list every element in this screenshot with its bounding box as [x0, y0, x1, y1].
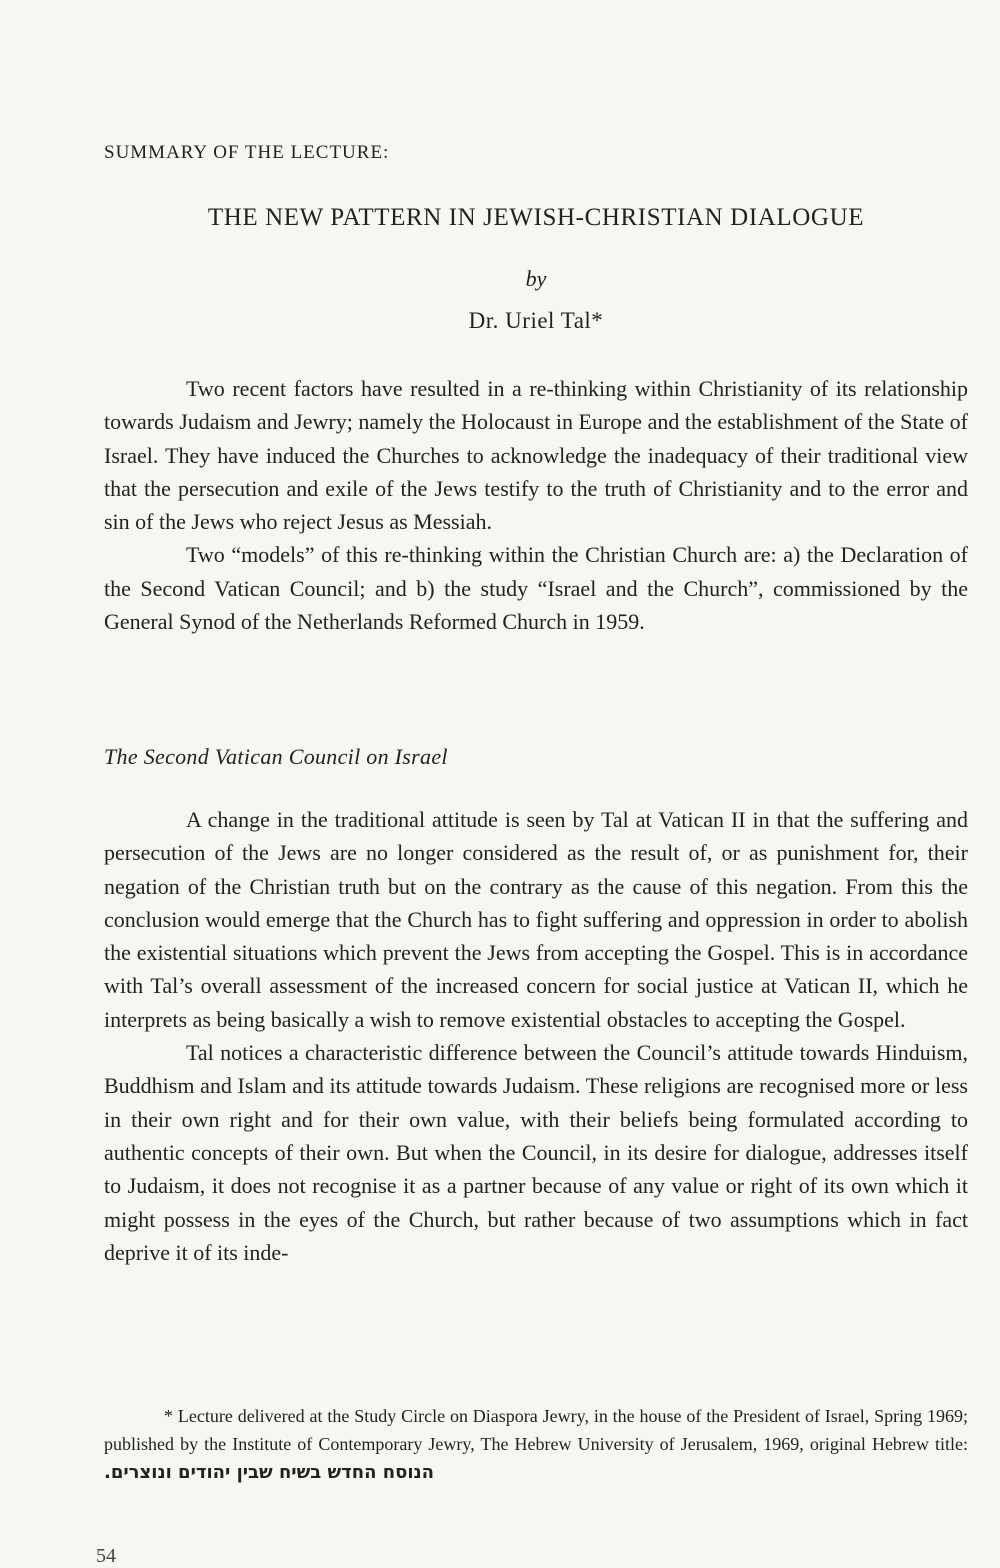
section-heading: The Second Vatican Council on Israel — [104, 744, 448, 769]
footnote-marker: * — [164, 1406, 173, 1426]
lecture-title: THE NEW PATTERN IN JEWISH-CHRISTIAN DIALOGUE — [207, 204, 865, 231]
section-paragraph-2: Tal notices a characteristic difference between the Council’s attitude towards Hinduism, Buddhism and Islam and its attitude towards Judaism. These religions are recognised more or less in their own right and for their own value, with their beliefs being formulated according to authentic concepts of their own. But when the Council, in its desire for dialogue, addresses itself to Judaism, it does not recognise it as a partner because of any value or right of its own which it might possess in the eyes of the Church, but rather because of two assumptions which in fact deprive it of its inde- — [104, 1040, 968, 1265]
summary-label: SUMMARY OF THE LECTURE: — [104, 142, 390, 163]
footnote — [104, 1402, 968, 1487]
intro-section — [104, 372, 968, 638]
page-number: 54 — [96, 1545, 116, 1567]
intro-paragraph-2: Two “models” of this re-thinking within the Christian Church are: a) the Declaration of the Second Vatican Council; and b) the study “Israel and the Church”, commissioned by the General Synod of the Netherlands Reformed Church in 1959. — [104, 542, 968, 635]
footnote-text: Lecture delivered at the Study Circle on Diaspora Jewry, in the house of the President of Israel, Spring 1969; published by the Institute of Contemporary Jewry, The Hebrew University of Jerusalem, 1969, original Hebrew title: — [104, 1406, 969, 1454]
footnote-hebrew-title: הנוסח החדש בשיח שבין יהודים ונוצרים. — [104, 1462, 435, 1483]
byline-by: by — [525, 266, 547, 291]
intro-paragraph-1: Two recent factors have resulted in a re-thinking within Christianity of its relationship towards Judaism and Jewry; namely the Holocaust in Europe and the establishment of the State of Israel. They have induced the Churches to acknowledge the inadequacy of their traditional view that the persecution and exile of the Jews testify to the truth of Christianity and to the error and sin of the Jews who reject Jesus as Messiah. — [104, 376, 968, 535]
author-name: Dr. Uriel Tal* — [468, 308, 604, 333]
section-paragraph-1: A change in the traditional attitude is seen by Tal at Vatican II in that the suffering and persecution of the Jews are no longer considered as the result of, or as punishment for, their negation of the Christian truth but on the contrary as the cause of this negation. From this the conclusion would emerge that the Church has to fight suffering and oppression in order to abolish the existential situations which prevent the Jews from accepting the Gospel. This is in accordance with Tal’s overall assessment of the increased concern for social justice at Vatican II, which he interprets as being basically a wish to remove existential obstacles to accepting the Gospel. — [104, 807, 968, 1032]
vatican-section — [104, 803, 968, 1269]
